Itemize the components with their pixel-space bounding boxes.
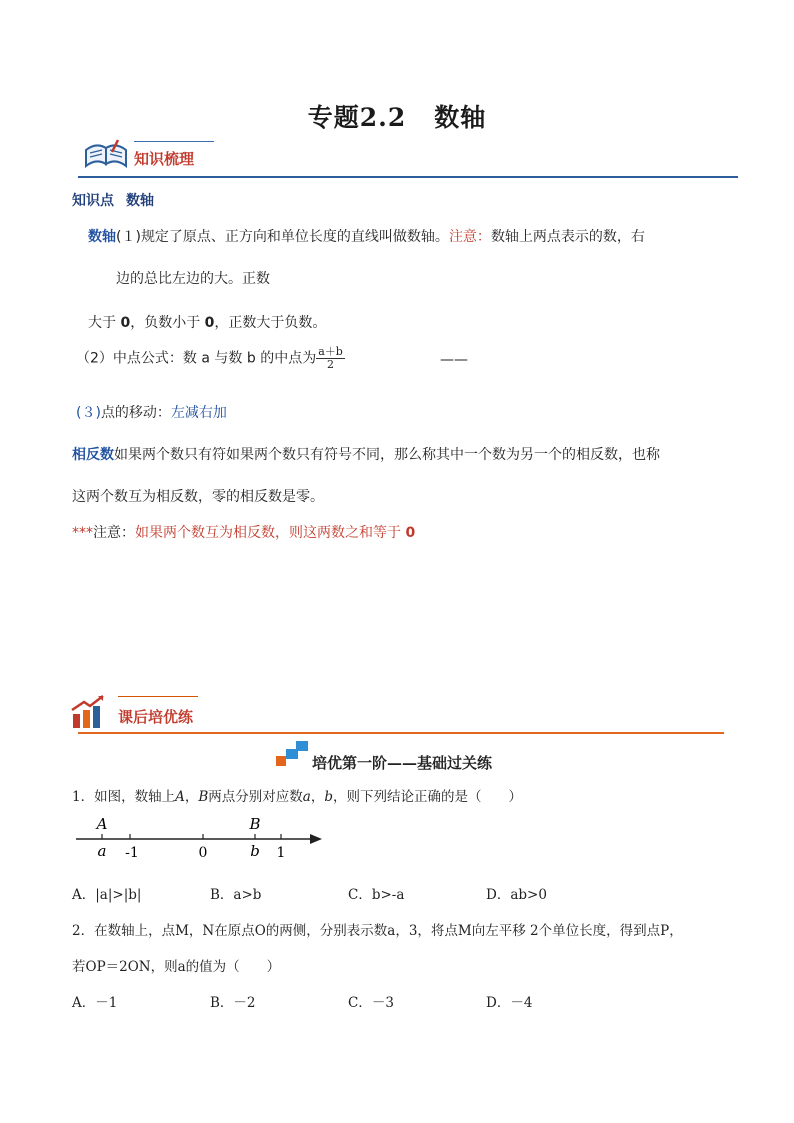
- paragraph-1-line-1: [88, 226, 645, 246]
- p2-dash: ——: [440, 352, 468, 368]
- p1-number: (１): [116, 229, 141, 245]
- chart-up-icon: [70, 692, 110, 732]
- paragraph-3: [76, 402, 227, 422]
- p5-text: 如果两个数互为相反数，则这两数之和等于: [135, 525, 401, 541]
- q1-option-a[interactable]: A．|a|>|b|: [72, 887, 142, 903]
- p1-l3-zero1: 0: [120, 315, 131, 331]
- p1-text: 规定了原点、正方向和单位长度的直线叫做数轴。: [140, 229, 449, 245]
- p2-number: （2）: [76, 350, 113, 367]
- paragraph-1-line-3: [88, 312, 326, 332]
- knowledge-point-heading: [72, 190, 154, 210]
- knowledge-point-label: 知识点: [72, 193, 114, 209]
- midpoint-fraction: [316, 346, 345, 371]
- q1-var-a: a: [302, 789, 311, 805]
- q1-pre: 1．如图，数轴上: [72, 789, 176, 805]
- paragraph-4-line-1: [72, 444, 660, 464]
- q2-option-a[interactable]: A．－1: [72, 995, 118, 1011]
- axis-arrow: [310, 834, 322, 844]
- paragraph-4-line-2: 这两个数互为相反数，零的相反数是零。: [72, 489, 324, 505]
- p5-stars: ***: [72, 525, 93, 541]
- q1-comma2: ，: [310, 789, 325, 805]
- section1-top-rule: [134, 141, 214, 142]
- title-main: 专题2.2: [307, 103, 407, 132]
- stage-title: 培优第一阶——基础过关练: [312, 754, 493, 772]
- section1-bottom-rule: [78, 176, 738, 178]
- p1-l3-a: 大于: [88, 315, 116, 331]
- q1-mid: 两点分别对应数: [208, 789, 303, 805]
- p3-number: (３): [76, 405, 101, 421]
- q1-point-b: B: [198, 789, 209, 805]
- p1-l3-zero2: 0: [204, 315, 215, 331]
- label-a: a: [97, 842, 107, 860]
- p2-text: 中点公式：数 a 与数 b 的中点为: [112, 350, 317, 367]
- section2-title: 课后培优练: [118, 708, 194, 726]
- term-number-line: 数轴: [88, 229, 116, 245]
- q1-point-a: A: [175, 789, 185, 805]
- question-1-stem: [72, 785, 522, 805]
- q2-option-d[interactable]: D．－4: [486, 995, 533, 1011]
- section2-bottom-rule: [78, 732, 724, 734]
- fraction-denominator: 2: [327, 358, 334, 372]
- label-b: b: [250, 842, 260, 860]
- fraction-numerator: a＋b: [318, 345, 343, 358]
- title-sub: 数轴: [434, 103, 487, 132]
- p5-label: 注意：: [93, 525, 135, 541]
- label-A: A: [96, 815, 108, 833]
- q1-var-b: b: [324, 789, 333, 805]
- section1-title: 知识梳理: [134, 150, 195, 168]
- p3-text: 点的移动：: [100, 405, 171, 421]
- p5-zero: 0: [405, 525, 416, 541]
- question-2-line-1: 2．在数轴上，点M，N在原点O的两侧，分别表示数a，3，将点M向左平移 2个单位长度，得到点P，: [72, 923, 683, 939]
- label-B: B: [249, 815, 261, 833]
- term-opposite-number: 相反数: [72, 447, 114, 463]
- q1-post: ，则下列结论正确的是（ ）: [332, 789, 522, 805]
- paragraph-2: [76, 346, 345, 371]
- p1-note-text: 数轴上两点表示的数，右: [490, 229, 645, 245]
- label-0: 0: [198, 845, 208, 861]
- p1-l3-b: ，负数小于: [130, 315, 201, 331]
- label-1: 1: [276, 845, 286, 861]
- p1-note-label: 注意：: [448, 229, 491, 245]
- q1-option-c[interactable]: C．b>-a: [348, 887, 405, 903]
- p1-l3-c: ，正数大于负数。: [214, 315, 327, 331]
- q1-option-b[interactable]: B．a>b: [210, 887, 262, 903]
- p4-text: 如果两个数只有符如果两个数只有符号不同，那么称其中一个数为另一个的相反数，也称: [114, 447, 660, 463]
- label-minus-1: -1: [125, 845, 139, 861]
- book-icon: [82, 136, 130, 176]
- section2-top-rule: [118, 696, 198, 697]
- knowledge-point-name: 数轴: [126, 193, 154, 209]
- paragraph-1-line-2: 边的总比左边的大。正数: [116, 271, 270, 287]
- number-line-figure: [70, 810, 330, 866]
- q1-option-d[interactable]: D．ab>0: [486, 887, 547, 903]
- q1-comma: ，: [184, 789, 199, 805]
- p3-rule: 左减右加: [170, 405, 227, 421]
- stairs-icon: [276, 740, 310, 766]
- q2-option-c[interactable]: C．－3: [348, 995, 394, 1011]
- question-2-line-2: 若OP＝2ON，则a的值为（ ）: [72, 959, 281, 975]
- q2-option-b[interactable]: B．－2: [210, 995, 256, 1011]
- page-title: [0, 98, 794, 134]
- paragraph-5: [72, 522, 415, 542]
